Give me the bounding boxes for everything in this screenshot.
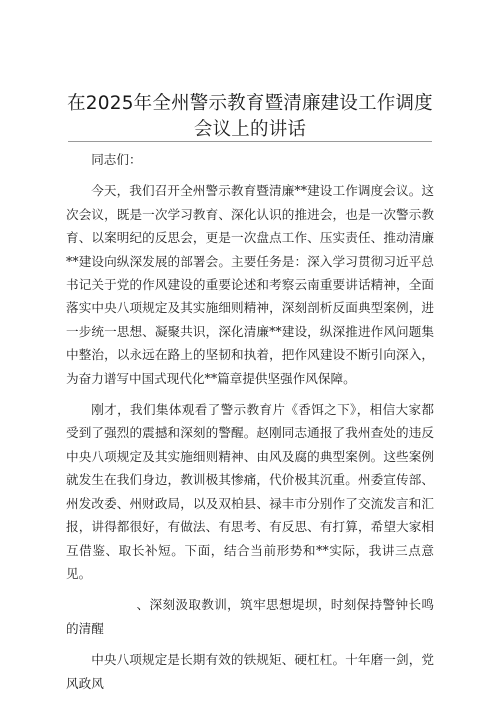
title-divider xyxy=(68,141,432,142)
section-heading: 、深刻汲取教训，筑牢思想堤坝，时刻保持警钟长鸣的清醒 xyxy=(66,597,434,636)
document-title-line-1: 在2025年全州警示教育暨清廉建设工作调度 xyxy=(67,93,433,114)
paragraph-opening: 今天，我们召开全州警示教育暨清廉**建设工作调度会议。这次会议，既是一次学习教育、深化认识的推进会，也是一次警示教育、以案明纪的反思会，更是一次盘点工作、压实责任、推动清廉**建设向纵深发展的部署会。主要任务是：深入学习贯彻习近平总书记关于党的作风建设的重要论述和考察云南重要讲话精神，全面落实中央八项规定及其实施细则精神，深刻剖析反面典型案例，进一步统一思想、凝聚共识，深化清廉**建设，纵深推进作风问题集中整治，以永远在路上的坚韧和执着，把作风建设不断引向深入，为奋力谱写中国式现代化**篇章提供坚强作风保障。 xyxy=(66,183,434,386)
paragraph-section-one: 中央八项规定是长期有效的铁规矩、硬杠杠。十年磨一剑，党风政风 xyxy=(66,652,434,691)
paragraph-review: 刚才，我们集体观看了警示教育片《香饵之下》，相信大家都受到了强烈的震撼和深刻的警醒。赵刚同志通报了我州查处的违反中央八项规定及其实施细则精神、由风及腐的典型案例。这些案例就发生在我们身边，教训极其惨痛，代价极其沉重。州委宣传部、州发改委、州财政局，以及双柏县、禄丰市分别作了交流发言和汇报，讲得都很好，有做法、有思考、有反思、有打算，希望大家相互借鉴、取长补短。下面，结合当前形势和**实际，我讲三点意见。 xyxy=(66,402,434,581)
document-body xyxy=(66,148,434,703)
document-title-line-2: 会议上的讲话 xyxy=(193,119,307,140)
salutation: 同志们： xyxy=(91,152,142,167)
